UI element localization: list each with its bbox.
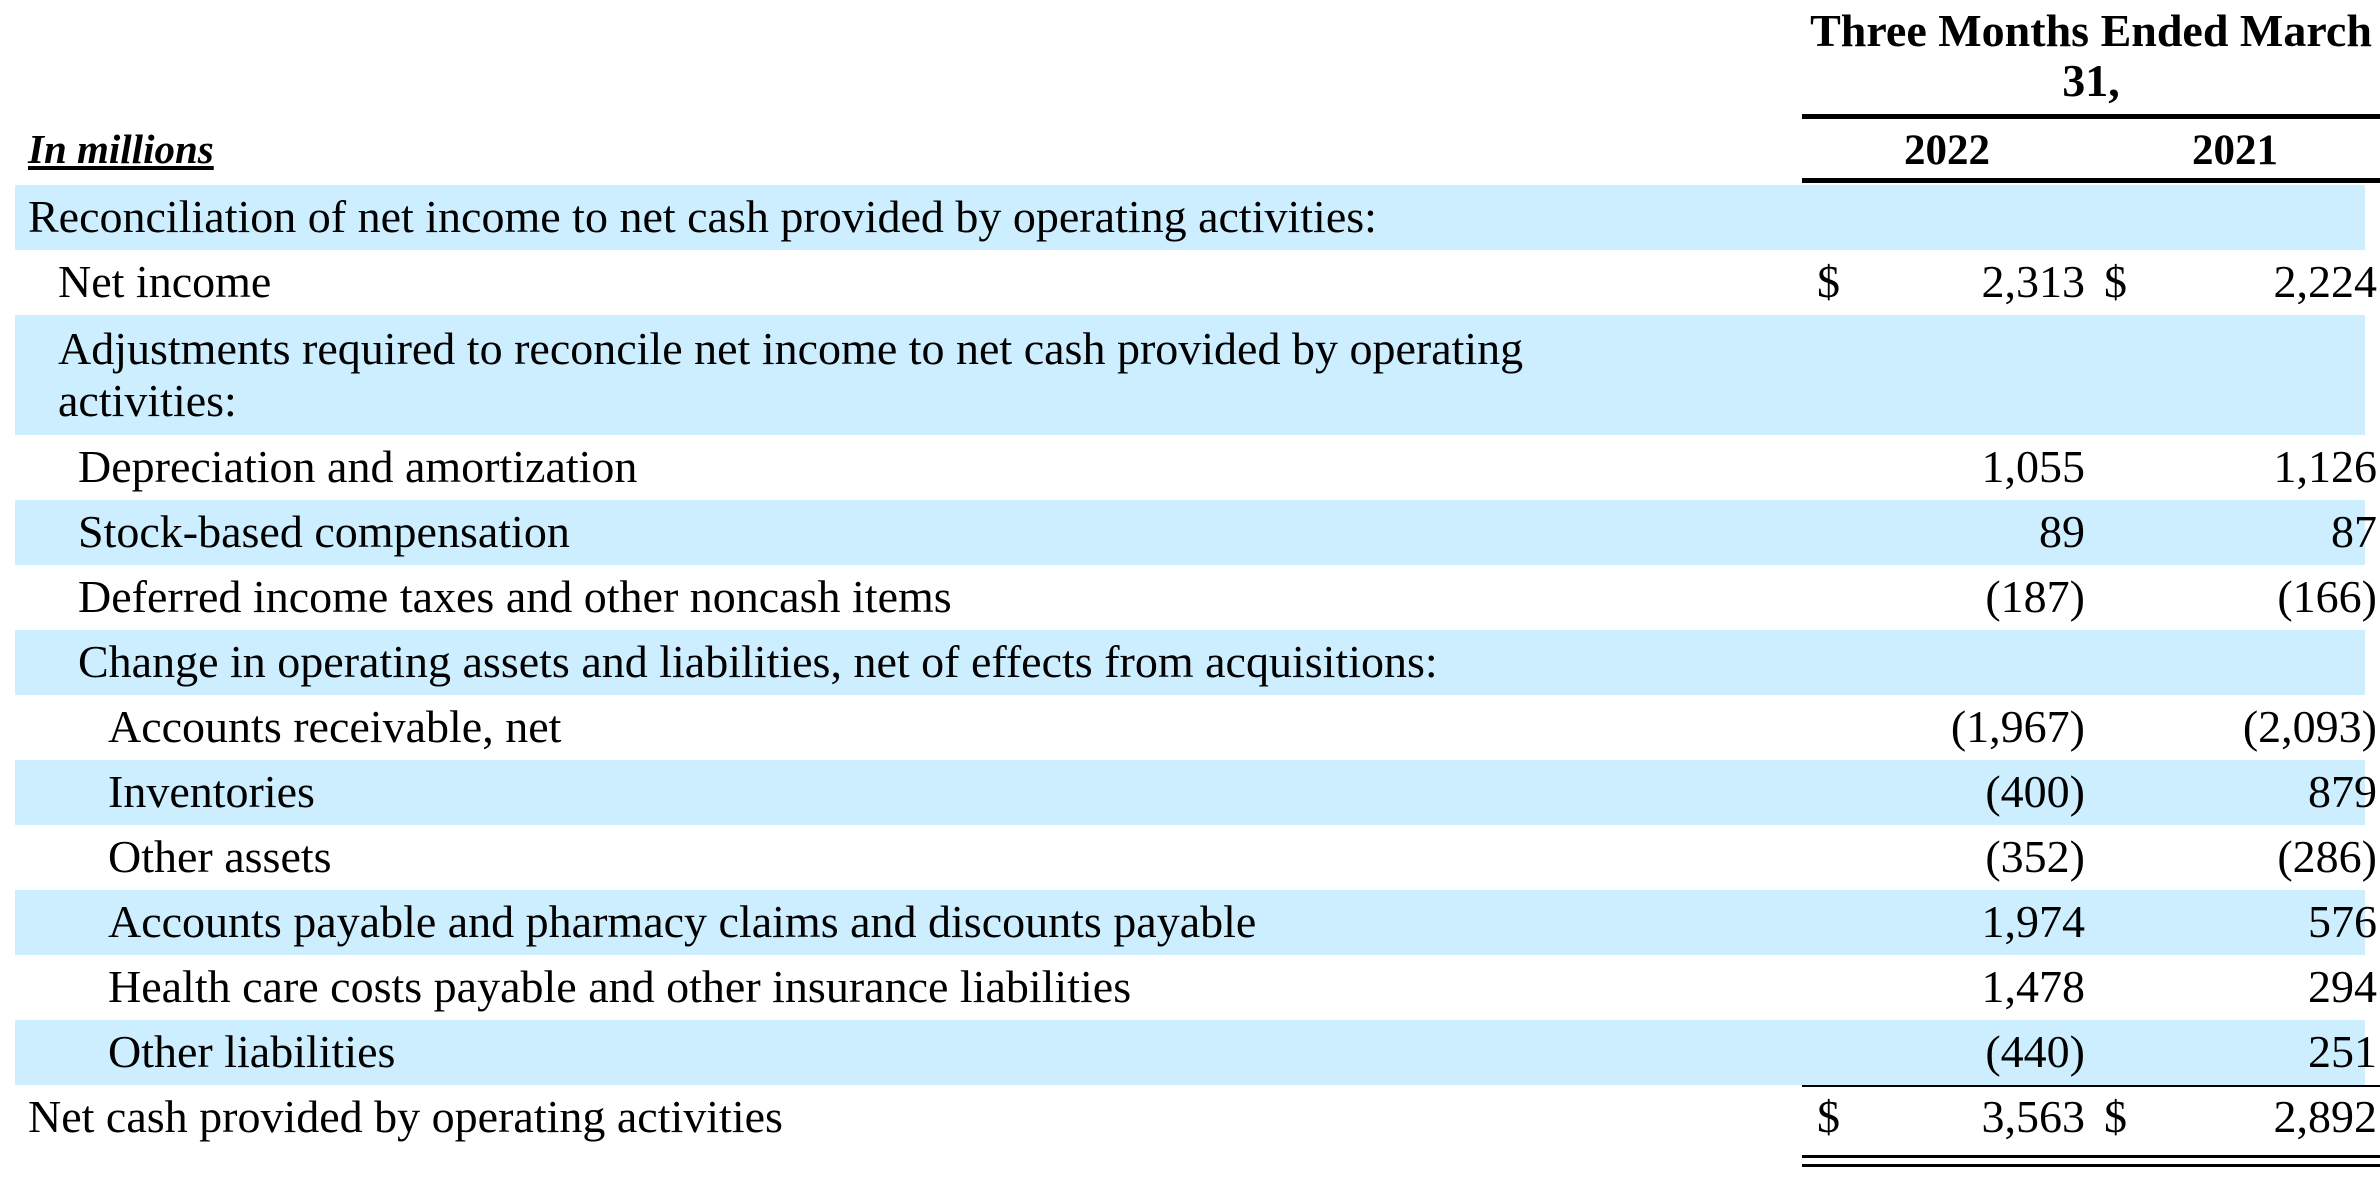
- value-2022: 1,055: [1981, 441, 2085, 492]
- row-label: Inventories: [108, 766, 315, 817]
- table-row: [15, 565, 2377, 630]
- year-header-2022: 2022: [1802, 124, 2092, 183]
- year-header-2021: 2021: [2090, 124, 2380, 183]
- units-label: In millions: [28, 126, 214, 172]
- row-label: Change in operating assets and liabilities, net of effects from acquisitions:: [78, 636, 1438, 687]
- row-label: Health care costs payable and other insurance liabilities: [108, 961, 1132, 1012]
- value-2022: 2,313: [1981, 256, 2085, 307]
- row-label: Reconciliation of net income to net cash provided by operating activities:: [28, 191, 1377, 242]
- table-body: [15, 185, 2377, 1150]
- row-label: Other liabilities: [108, 1026, 396, 1077]
- row-label: Net cash provided by operating activities: [28, 1091, 783, 1142]
- value-2021: (2,093): [2242, 701, 2377, 752]
- value-2021: (166): [2277, 571, 2377, 622]
- table-row: [15, 695, 2377, 760]
- period-header: Three Months Ended March 31,: [1802, 6, 2380, 119]
- table-row: [15, 1020, 2377, 1085]
- value-2021: 1,126: [2273, 441, 2377, 492]
- value-2022: (400): [1985, 766, 2085, 817]
- table-row: [15, 185, 2365, 250]
- table-row: [15, 760, 2377, 825]
- currency-symbol: $: [1817, 1091, 1840, 1142]
- value-2022: 1,974: [1981, 896, 2085, 947]
- value-2021: 2,892: [2273, 1091, 2377, 1142]
- table-row: [15, 955, 2377, 1020]
- row-label: Net income: [58, 256, 272, 307]
- value-2022: (1,967): [1950, 701, 2085, 752]
- row-label: Deferred income taxes and other noncash items: [78, 571, 952, 622]
- value-2021: 87: [2331, 506, 2377, 557]
- table-row: [15, 435, 2377, 500]
- currency-symbol: $: [2104, 256, 2127, 307]
- table-row: [15, 630, 2365, 695]
- value-2022: (352): [1985, 831, 2085, 882]
- value-2022: (187): [1985, 571, 2085, 622]
- value-2022: (440): [1985, 1026, 2085, 1077]
- row-label: Other assets: [108, 831, 332, 882]
- value-2021: (286): [2277, 831, 2377, 882]
- row-label: Stock-based compensation: [78, 506, 570, 557]
- value-2022: 3,563: [1981, 1091, 2085, 1142]
- double-underline: [2090, 1155, 2380, 1167]
- row-label: Adjustments required to reconcile net income to net cash provided by operating activities:: [58, 323, 1524, 426]
- value-2021: 251: [2308, 1026, 2377, 1077]
- row-label: Depreciation and amortization: [78, 441, 638, 492]
- value-2021: 2,224: [2273, 256, 2377, 307]
- table-row: [15, 250, 2377, 315]
- value-2021: 879: [2308, 766, 2377, 817]
- total-row: [15, 1085, 2377, 1150]
- table-row: [15, 890, 2377, 955]
- table-row: [15, 500, 2377, 565]
- value-2021: 576: [2308, 896, 2377, 947]
- value-2022: 89: [2039, 506, 2085, 557]
- double-underline: [1802, 1155, 2092, 1167]
- value-2021: 294: [2308, 961, 2377, 1012]
- currency-symbol: $: [2104, 1091, 2127, 1142]
- value-2022: 1,478: [1981, 961, 2085, 1012]
- currency-symbol: $: [1817, 256, 1840, 307]
- row-label: Accounts payable and pharmacy claims and discounts payable: [108, 896, 1257, 947]
- table-row: [15, 315, 2365, 435]
- table-row: [15, 825, 2377, 890]
- row-label: Accounts receivable, net: [108, 701, 562, 752]
